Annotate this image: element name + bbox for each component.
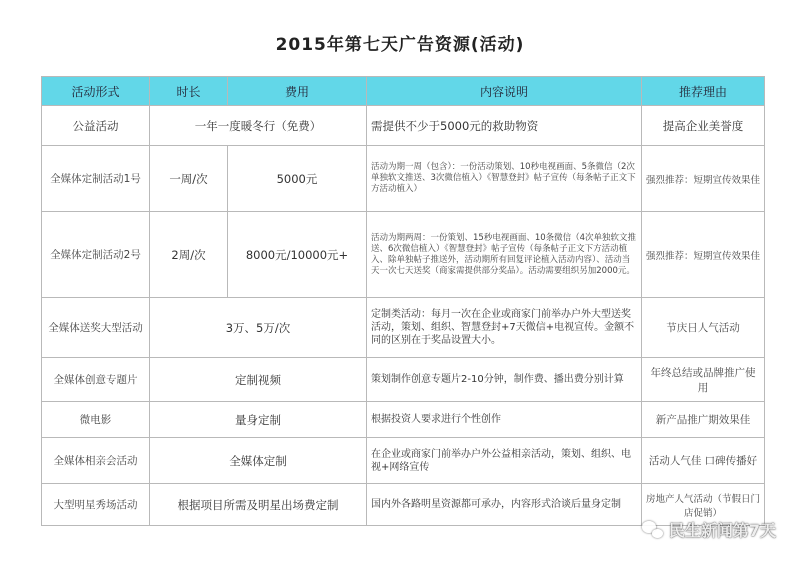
cell-duration-cost: 一年一度暖冬行（免费） (150, 106, 367, 146)
cell-cost: 5000元 (228, 146, 367, 212)
header-cost: 费用 (228, 77, 367, 106)
cell-description: 国内外各路明星资源都可承办，内容形式洽谈后量身定制 (367, 484, 642, 526)
cell-reason: 新产品推广期效果佳 (642, 402, 765, 438)
cell-reason: 强烈推荐：短期宣传效果佳 (642, 212, 765, 298)
cell-reason: 强烈推荐：短期宣传效果佳 (642, 146, 765, 212)
table-row (42, 438, 765, 484)
cell-form: 全媒体定制活动2号 (42, 212, 150, 298)
table-row (42, 212, 765, 298)
cell-description: 在企业或商家门前举办户外公益相亲活动，策划、组织、电视+网络宣传 (367, 438, 642, 484)
cell-form: 全媒体送奖大型活动 (42, 298, 150, 358)
table-row (42, 358, 765, 402)
table-row (42, 298, 765, 358)
cell-reason: 年终总结或品牌推广使用 (642, 358, 765, 402)
header-description: 内容说明 (367, 77, 642, 106)
cell-description: 策划制作创意专题片2-10分钟，制作费、播出费分别计算 (367, 358, 642, 402)
cell-reason: 提高企业美誉度 (642, 106, 765, 146)
cell-description: 活动为期一周（包含）：一份活动策划、10秒电视画面、5条微信（2次单独软文推送、3次微信植入）《智慧登封》帖子宣传（每条帖子正文下方活动植入） (367, 146, 642, 212)
cell-form: 公益活动 (42, 106, 150, 146)
cell-duration-cost: 定制视频 (150, 358, 367, 402)
cell-form: 全媒体定制活动1号 (42, 146, 150, 212)
header-reason: 推荐理由 (642, 77, 765, 106)
watermark (642, 518, 776, 541)
header-form: 活动形式 (42, 77, 150, 106)
cell-reason: 活动人气佳 口碑传播好 (642, 438, 765, 484)
cell-form: 全媒体相亲会活动 (42, 438, 150, 484)
cell-description: 活动为期两周：一份策划、15秒电视画面、10条微信（4次单独软文推送、6次微信植入）《智慧登封》帖子宣传（每条帖子正文下方活动植入、除单独帖子推送外，活动期所有回复评论植入活动内容）、活动当天一次七天送奖（商家需提供部分奖品）。活动需要组织另加2000元。 (367, 212, 642, 298)
table-row (42, 146, 765, 212)
cell-reason: 房地产人气活动（节假日门店促销） (642, 484, 765, 526)
ad-resource-table (41, 76, 765, 526)
cell-duration-cost: 根据项目所需及明星出场费定制 (150, 484, 367, 526)
cell-description: 定制类活动：每月一次在企业或商家门前举办户外大型送奖活动，策划、组织、智慧登封+7天微信+电视宣传。金额不同的区别在于奖品设置大小。 (367, 298, 642, 358)
cell-duration-cost: 3万、5万/次 (150, 298, 367, 358)
table-row (42, 106, 765, 146)
table-header-row (42, 77, 765, 106)
cell-duration-cost: 全媒体定制 (150, 438, 367, 484)
cell-description: 根据投资人要求进行个性创作 (367, 402, 642, 438)
watermark-text: 民生新闻第7天 (668, 521, 776, 540)
page-title: 2015年第七天广告资源(活动) (275, 35, 525, 55)
cell-description: 需提供不少于5000元的救助物资 (367, 106, 642, 146)
table-row (42, 402, 765, 438)
cell-cost: 8000元/10000元+ (228, 212, 367, 298)
cell-duration: 2周/次 (150, 212, 228, 298)
cell-duration-cost: 量身定制 (150, 402, 367, 438)
cell-form: 微电影 (42, 402, 150, 438)
cell-form: 全媒体创意专题片 (42, 358, 150, 402)
cell-form: 大型明星秀场活动 (42, 484, 150, 526)
wechat-icon (642, 521, 664, 539)
header-duration: 时长 (150, 77, 228, 106)
cell-reason: 节庆日人气活动 (642, 298, 765, 358)
cell-duration: 一周/次 (150, 146, 228, 212)
